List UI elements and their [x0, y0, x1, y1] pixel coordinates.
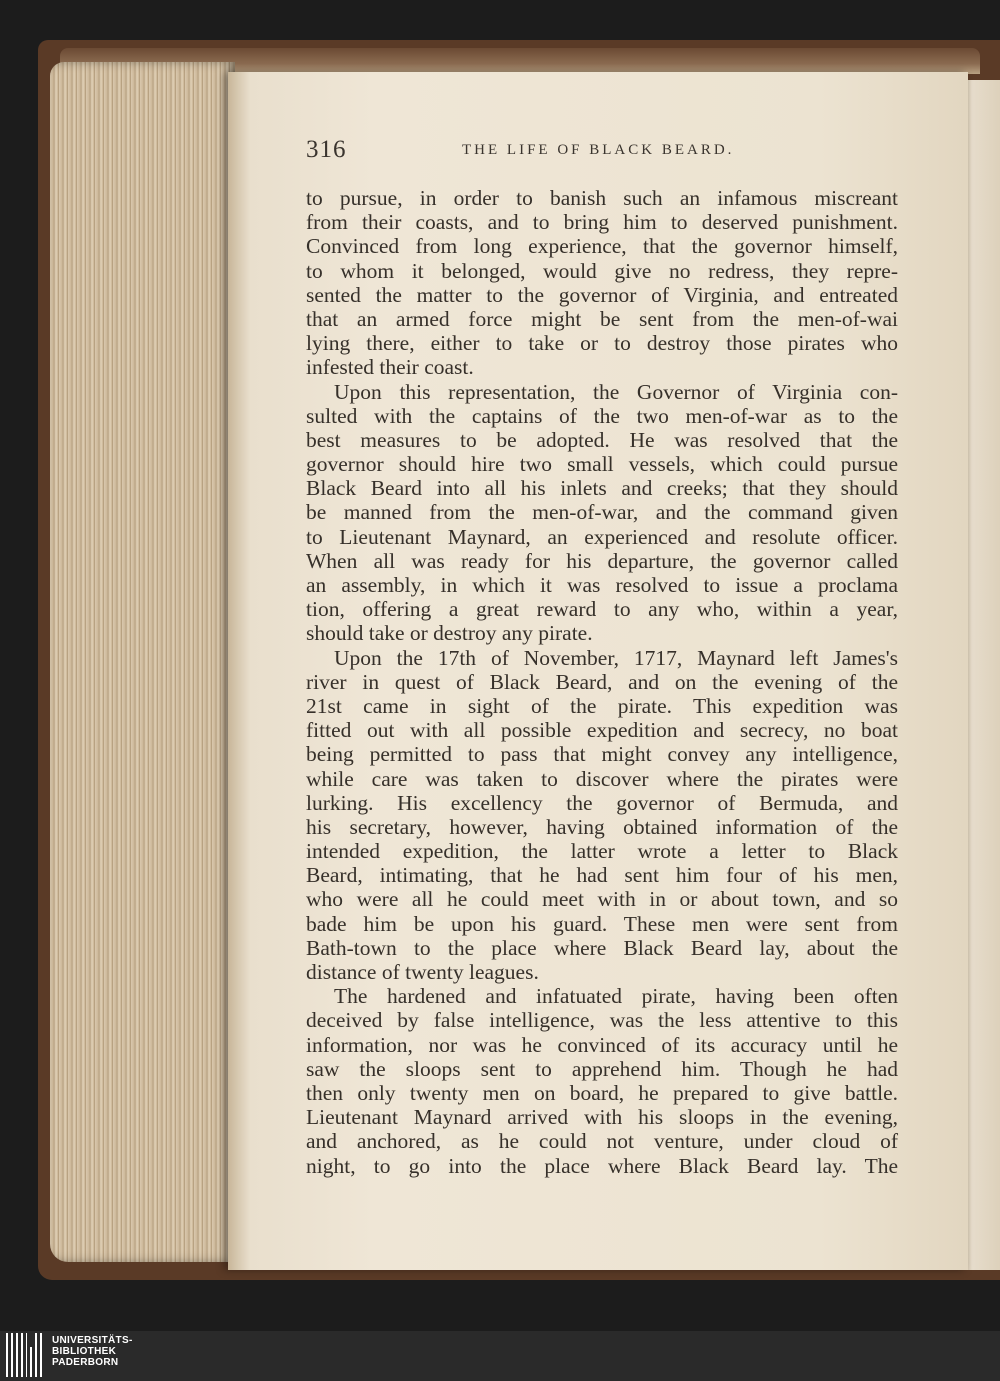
library-name-line1: UNIVERSITÄTS- — [52, 1335, 133, 1346]
text-line: should take or destroy any pirate. — [306, 621, 593, 646]
text-line: night, to go into the place where Black Beard lay. The — [306, 1153, 898, 1178]
text-line: river in quest of Black Beard, and on the evening of the — [306, 669, 898, 694]
text-line: The hardened and infatuated pirate, having been often — [334, 984, 898, 1009]
text-line: be manned from the men-of-war, and the command given — [306, 500, 898, 525]
text-line: to whom it belonged, would give no redress, they repre- — [306, 258, 898, 283]
text-line: information, nor was he convinced of its accuracy until he — [306, 1032, 898, 1057]
text-line: his secretary, however, having obtained information of the — [306, 814, 898, 839]
text-line: governor should hire two small vessels, which could pursue — [306, 452, 898, 477]
library-name-line2: BIBLIOTHEK — [52, 1346, 117, 1357]
library-footer — [0, 1331, 1000, 1381]
library-name — [52, 1335, 133, 1368]
text-line: being permitted to pass that might convey any intelligence, — [306, 742, 898, 767]
text-line: lurking. His excellency the governor of Bermuda, and — [306, 790, 898, 815]
page-header — [306, 136, 896, 170]
text-line: an assembly, in which it was resolved to issue a proclama — [306, 573, 898, 597]
text-line: intended expedition, the latter wrote a letter to Black — [306, 839, 898, 864]
text-line: to pursue, in order to banish such an infamous miscreant — [306, 186, 898, 210]
page-stack-edge — [50, 62, 235, 1262]
text-line: to Lieutenant Maynard, an experienced and resolute officer. — [306, 524, 898, 549]
text-line: Lieutenant Maynard arrived with his sloops in the evening, — [306, 1105, 898, 1130]
text-line: Black Beard into all his inlets and creeks; that they should — [306, 476, 898, 501]
library-name-line3: PADERBORN — [52, 1357, 119, 1368]
page-number: 316 — [306, 136, 347, 163]
text-line: bade him be upon his guard. These men were sent from — [306, 911, 898, 936]
text-line: then only twenty men on board, he prepared to give battle. — [306, 1080, 898, 1105]
text-line: Upon this representation, the Governor of Virginia con- — [334, 379, 898, 404]
text-line: sulted with the captains of the two men-of-war as to the — [306, 403, 898, 428]
text-line: fitted out with all possible expedition and secrecy, no boat — [306, 718, 898, 743]
body-text — [306, 186, 898, 1178]
text-line: from their coasts, and to bring him to deserved punishment. — [306, 210, 898, 235]
library-logo-icon — [6, 1333, 42, 1377]
text-line: Upon the 17th of November, 1717, Maynard left James's — [334, 645, 898, 670]
text-line: Convinced from long experience, that the governor himself, — [306, 234, 898, 259]
text-line: and anchored, as he could not venture, under cloud of — [306, 1129, 898, 1154]
text-line: who were all he could meet with in or about town, and so — [306, 887, 898, 912]
text-line: infested their coast. — [306, 355, 474, 380]
text-line: sented the matter to the governor of Virginia, and entreated — [306, 282, 898, 307]
text-line: Beard, intimating, that he had sent him four of his men, — [306, 863, 898, 888]
text-line: When all was ready for his departure, the governor called — [306, 548, 898, 573]
text-line: tion, offering a great reward to any who, within a year, — [306, 597, 898, 622]
text-line: best measures to be adopted. He was resolved that the — [306, 427, 898, 452]
text-line: saw the sloops sent to apprehend him. Though he had — [306, 1056, 898, 1081]
running-head: THE LIFE OF BLACK BEARD. — [462, 142, 735, 158]
text-line: that an armed force might be sent from the men-of-wai — [306, 306, 898, 331]
text-line: while care was taken to discover where the pirates were — [306, 766, 898, 791]
text-line: Bath-town to the place where Black Beard lay, about the — [306, 935, 898, 960]
text-line: deceived by false intelligence, was the less attentive to this — [306, 1008, 898, 1033]
text-line: 21st came in sight of the pirate. This expedition was — [306, 693, 898, 718]
text-line: distance of twenty leagues. — [306, 960, 539, 984]
text-line: lying there, either to take or to destroy those pirates who — [306, 331, 898, 356]
